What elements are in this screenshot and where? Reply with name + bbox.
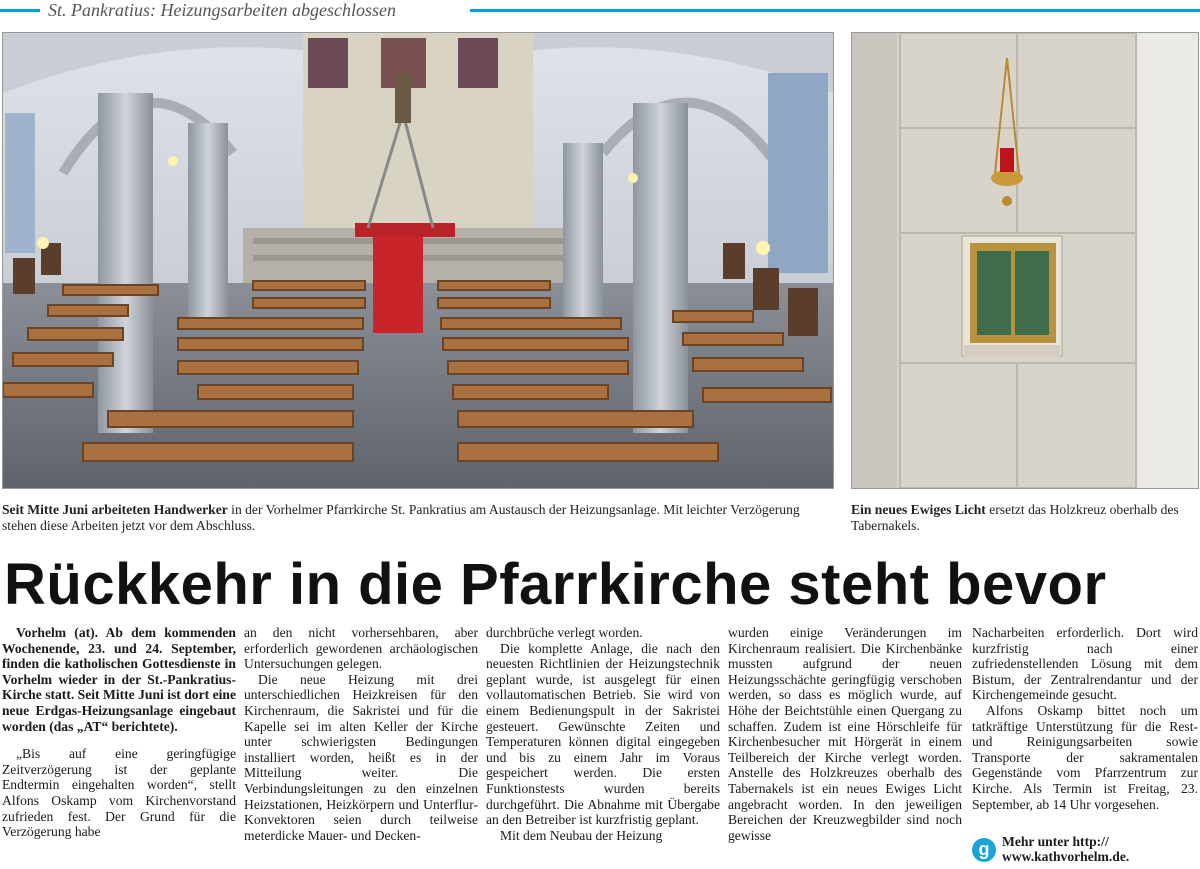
photo-caption-right xyxy=(851,502,1197,534)
article-lead-paragraph: Vorhelm (at). Ab dem kommenden Wochenende, 23. und 24. September, finden die katholischen Gottesdienste in Vorhelm wieder in der St.-Pankratius-Kirche statt. Seit Mitte Juni ist dort eine neue Erdgas-Heizungsanlage eingebaut worden (das „AT“ berichtete). xyxy=(2,625,236,734)
church-interior-photo xyxy=(2,32,834,489)
kicker-rule-left xyxy=(0,9,40,12)
article-paragraph: wurden einige Veränderungen im Kirchenraum realisiert. Die Kirchenbänke mussten aufgrund der neuen Heizungsschächte geringfügig verschoben werden, so dass es möglich wurde, auf Höhe der Beichtstühle einen Quergang zu schaffen. Zudem ist eine Hörschleife für Kirchenbesucher mit Hörgerät in einem Teilbereich der Kirche verlegt worden. Anstelle des Holzkreuzes oberhalb des Tabernakels ist ein neues Ewiges Licht angebracht worden. In den jeweiligen Bereichen der Kreuzwegbilder sind noch gewisse xyxy=(728,625,962,843)
article-paragraph: Die komplette Anlage, die nach den neuesten Richtlinien der Heizungstechnik geplant wurde, ist ausgelegt für einen vollautomatischen Betrieb. Sie wird von einem Bedienungspult in der Sakristei gesteuert. Gewünschte Zeiten und Temperaturen können digital eingegeben und bis zu einem Jahr im Voraus gespeichert werden. Die ersten Funktionstests wurden bereits durchgeführt. Die Abnahme mit Übergabe an den Betreiber ist kurzfristig geplant. xyxy=(486,640,720,828)
article-paragraph: „Bis auf eine geringfügige Zeitverzögerung ist der geplante Endtermin eingehalten worden“, stellt Alfons Oskamp vom Kirchenvorstand zufrieden fest. Der Grund für die Verzögerung habe xyxy=(2,746,236,840)
kicker-title: St. Pankratius: Heizungsarbeiten abgeschlossen xyxy=(40,0,404,22)
article-paragraph: Alfons Oskamp bittet noch um tatkräftige Unterstützung für die Rest- und Reinigungsarbeiten sowie Transporte der sakramentalen Gegenstände vom Pfarrzentrum zur Kirche. Als Termin ist Freitag, 23. September, ab 14 Uhr vorgesehen. xyxy=(972,702,1198,812)
article-paragraph: durchbrüche verlegt worden. xyxy=(486,625,643,640)
article-headline: Rückkehr in die Pfarrkirche steht bevor xyxy=(4,552,1107,617)
article-column-5 xyxy=(972,625,1198,833)
caption-left-lead: Seit Mitte Juni arbeiteten Handwerker xyxy=(2,502,228,517)
article-paragraph: Nacharbeiten erforderlich. Dort wird kurzfristig nach einer zufriedenstellenden Lösung mit dem Bistum, der Zentralrendantur und der Kirchengemeinde gesucht. xyxy=(972,625,1198,703)
article-paragraph: Mit dem Neubau der Heizung xyxy=(500,827,663,843)
article-paragraph: an den nicht vorhersehbaren, aber erforderlich gewordenen archäologischen Untersuchungen gelegen. xyxy=(244,625,478,672)
kicker-rule-right xyxy=(470,9,1200,12)
caption-right-lead: Ein neues Ewiges Licht xyxy=(851,502,986,517)
article-column-1 xyxy=(2,625,236,865)
article-column-3 xyxy=(486,625,720,865)
article-paragraph: Die neue Heizung mit drei unterschiedlichen Heizkreisen für den Kirchenraum, die Sakristei und für die Kapelle sei im alten Keller der Kirche unter schwierigsten Bedingungen installiert worden, heißt es in der Mitteilung weiter. Die Verbindungsleitungen zu den einzelnen Heizstationen, Heizkörpern und Unterflur-Konvektoren seien durch teilweise meterdicke Mauer- und Decken- xyxy=(244,671,478,843)
caption-right-text: ersetzt das Holzkreuz oberhalb des Tabernakels. xyxy=(851,502,1179,533)
parish-logo-icon: g xyxy=(972,838,996,862)
web-link-label xyxy=(972,834,1198,849)
web-link-url[interactable]: www.kathvorhelm.de. xyxy=(1002,849,1130,864)
tabernacle-photo xyxy=(851,32,1199,489)
article-column-4 xyxy=(728,625,962,865)
article-column-2 xyxy=(244,625,478,865)
photo-caption-left xyxy=(2,502,834,534)
web-link-box[interactable] xyxy=(972,834,1198,864)
web-link-label-text: Mehr unter http:// xyxy=(1002,834,1109,849)
caption-left-text: in der Vorhelmer Pfarrkirche St. Pankratius am Austausch der Heizungsanlage. Mit leichter Verzögerung stehen diese Arbeiten jetzt vor dem Abschluss. xyxy=(2,502,800,533)
